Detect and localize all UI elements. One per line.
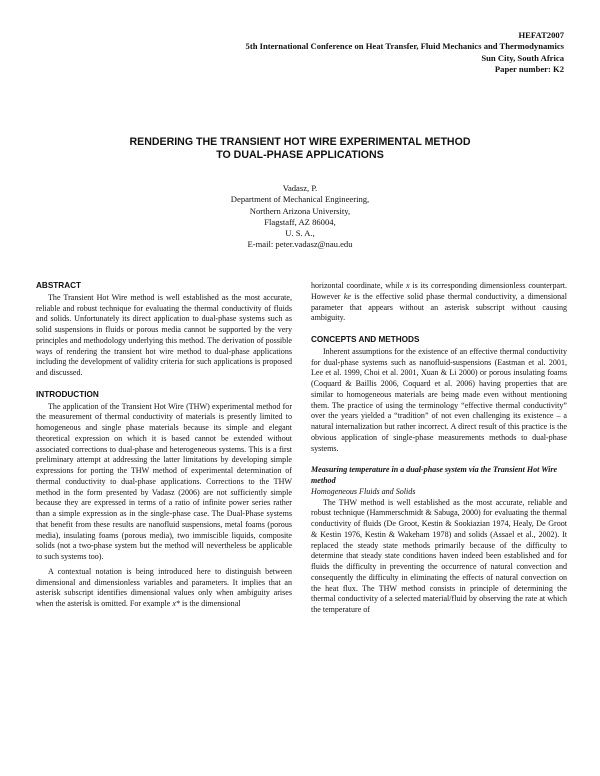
title-line-2: TO DUAL-PHASE APPLICATIONS: [216, 149, 384, 162]
title-line-1: RENDERING THE TRANSIENT HOT WIRE EXPERIMENTAL METHOD: [129, 136, 471, 148]
paper-number: Paper number: K2: [494, 64, 564, 75]
introduction-paragraph-1: The application of the Transient Hot Wire (THW) experimental method for the measurement of thermal conductivity of materials is presently limited to homogeneous and single phase materials because its simple and elegant theoretical expression on which it is based cannot be extended without associated corrections to dual-phase and heterogeneous systems. This is a first preliminary attempt at addressing the latter limitations by developing simple expressions for porting the THW method of experimental determination of thermal conductivity to dual-phase applications. Corrections to the THW method in the form presented by Vadasz (2006) are not sufficiently simple because they are expressed in terms of a ratio of infinite power series rather than a simple expression as in the single-phase case. The Dual-Phase systems that benefit from these results are nanofluid suspensions, metal foams (porous media), insulating foams (porous media), two immiscible liquids, composite solids (not a two-phase system but the method will nevertheless be applicable to such systems too).: [36, 401, 292, 561]
author-country: U. S. A.,: [285, 228, 315, 239]
right-column: [311, 281, 567, 616]
introduction-paragraph-2: [36, 567, 292, 610]
concepts-heading: CONCEPTS AND METHODS: [311, 335, 420, 344]
cont-text-b: is its corresponding dimensionless counterpart. However: [311, 281, 567, 301]
subsection-heading: Measuring temperature in a dual-phase system via the Transient Hot Wire method: [311, 465, 558, 485]
author-block: [150, 183, 450, 251]
thw-paragraph: The THW method is well established as the most accurate, reliable and robust technique (Hammerschmidt & Sabuga, 2000) for evaluating the thermal conductivity of fluids (De Groot, Kestin & Sookiazian 1974, Healy, De Groot & Kestin 1976, Kestin & Wakeham 1978) and solids (Assael et al., 2002). It replaced the steady state methods primarily because of the difficulty to determine that steady state conditions haven indeed been established and for fluids the difficulty in preventing the occurrence of natural convection and consequently the difficulty in eliminating the effects of natural convection on the heat flux. The THW method consists in principle of determining the thermal conductivity of a selected material/fluid by observing the rate at which the temperature of: [311, 497, 567, 614]
author-name: Vadasz, P.: [282, 183, 318, 193]
author-email: E-mail: peter.vadasz@nau.edu: [247, 239, 353, 250]
intro-p2-text-a: A contextual notation is being introduced here to distinguish between dimensional and dimensionless variables and parameters. It implies that an asterisk subscript identifies dimensional values only when ambiguity arises when the asterisk is omitted. For example: [36, 566, 292, 608]
author-university: Northern Arizona University,: [249, 205, 351, 216]
continued-paragraph: [311, 281, 567, 324]
concepts-paragraph: Inherent assumptions for the existence of an effective thermal conductivity for dual-phase systems such as nanofluid-suspensions (Eastman et al. 2001, Lee et al. 1999, Choi et al. 2001, Xuan & Li 2000) or porous insulating foams (Coquard & Baillis 2006, Coquard et al. 2006) having properties that are similar to homogeneous materials are being made even without mentioning them. The practice of using the terminology “effective thermal conductivity” over the years yielded a “tradition” of not even challenging its existence – a natural internalization but rather incorrect. A direct result of this practice is the obvious application of single-phase measurements methods to dual-phase systems.: [311, 346, 567, 453]
variable-x: x: [405, 281, 410, 290]
conference-name: 5th International Conference on Heat Transfer, Fluid Mechanics and Thermodynamics: [245, 41, 564, 52]
variable-ke: ke: [343, 291, 351, 301]
cont-text-c: is the effective solid phase thermal conductivity, a dimensional parameter that appears without an asterisk subscript without causing ambiguity.: [311, 291, 567, 323]
cont-text-a: horizontal coordinate, while: [311, 281, 404, 290]
subsubsection-heading: Homogeneous Fluids and Solids: [311, 486, 416, 496]
conference-location: Sun City, South Africa: [481, 52, 564, 63]
paper-code: HEFAT2007: [518, 30, 564, 40]
abstract-text: The Transient Hot Wire method is well established as the most accurate, reliable and robust technique for evaluating the thermal conductivity of fluids and solids. Unfortunately its direct application to dual-phase systems such as solid suspensions in fluids or porous media cannot be supported by the very principles and methodology underlying this method. The derivation of possible ways of rendering the transient hot wire method to dual-phase applications including the development of validity criteria for such applications is proposed and discussed.: [36, 292, 292, 377]
conference-header: [246, 30, 564, 76]
intro-p2-text-b: is the dimensional: [181, 599, 241, 608]
introduction-heading: INTRODUCTION: [36, 389, 99, 399]
left-column: [36, 281, 292, 610]
abstract-heading: ABSTRACT: [36, 281, 82, 290]
paper-title: [40, 136, 560, 163]
author-city: Flagstaff, AZ 86004,: [264, 216, 336, 227]
variable-x-star: x*: [172, 599, 180, 608]
author-department: Department of Mechanical Engineering,: [230, 194, 370, 205]
